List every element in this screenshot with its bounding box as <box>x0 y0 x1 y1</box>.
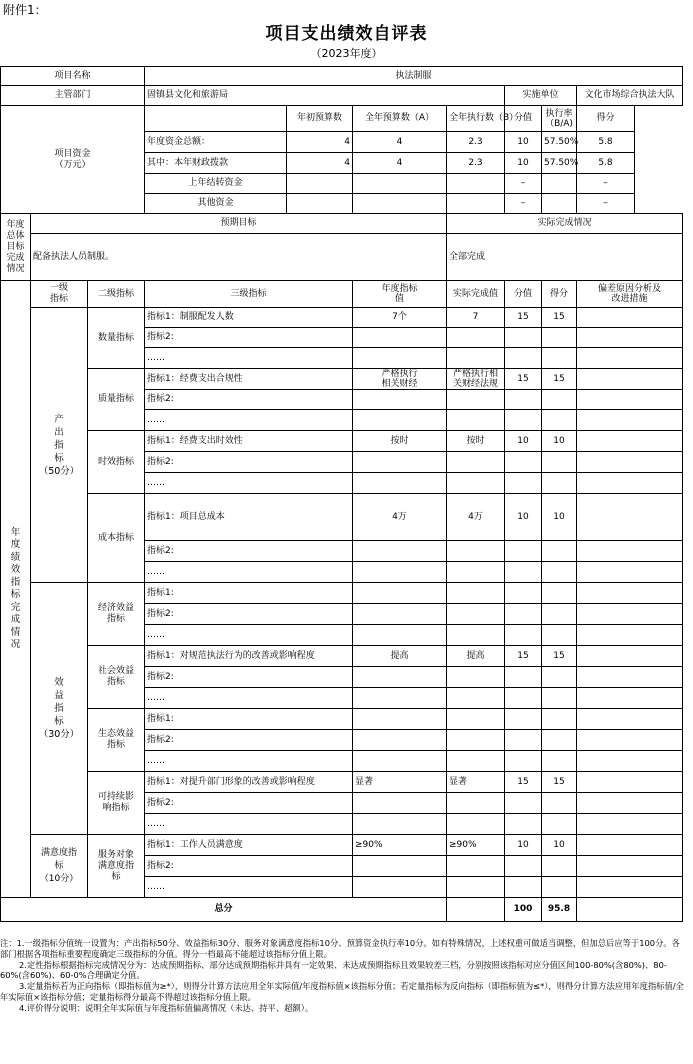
project-name-label: 项目名称 <box>1 67 145 86</box>
indicator-score: 15 <box>542 772 577 793</box>
indicator-score-value: 15 <box>505 308 542 328</box>
service-satisfaction-indicator: 服务对象 满意度指 标 <box>88 835 145 898</box>
table-row <box>1 646 683 667</box>
col-initial-budget: 年初预算数 <box>287 106 353 132</box>
satisfaction-indicator-label: 满意度指 标 （10分） <box>31 835 88 898</box>
indicator-target: 严格执行 相关财经 <box>353 369 447 390</box>
indicator-actual: 提高 <box>447 646 505 667</box>
indicator-score: 10 <box>542 494 577 541</box>
indicator-name: 指标1：经费支出合规性 <box>145 369 353 390</box>
total-score: 95.8 <box>542 898 577 922</box>
goals-label: 年度 总体 目标 完成 情况 <box>1 214 31 281</box>
indicator-score-value: 15 <box>505 646 542 667</box>
table-row <box>1 898 683 922</box>
indicator-name: 指标1: <box>145 583 353 604</box>
note-1: 注：1.一级指标分值统一设置为：产出指标50分、效益指标30分、服务对象满意度指标10分、预算资金执行率10分。如有特殊情况，上述权重可做适当调整，但加总后应等于100分。各部门根据各项指标重要程度确定三级指标的分值。得分一档最高不能超过该指标分值上限。 <box>0 938 680 959</box>
impl-value: 文化市场综合执法大队 <box>577 86 683 106</box>
funds-exec <box>447 174 505 194</box>
funds-initial: 4 <box>287 153 353 174</box>
indicator-score: 10 <box>542 431 577 452</box>
table-row <box>1 106 683 132</box>
indicator-name: 指标1：对规范执法行为的改善或影响程度 <box>145 646 353 667</box>
col-score: 得分 <box>577 106 635 132</box>
col-ind-score-value: 分值 <box>505 281 542 308</box>
quality-indicator: 质量指标 <box>88 369 145 431</box>
indicator-name: 指标2: <box>145 793 353 814</box>
funds-row-label: 其他资金 <box>145 194 287 214</box>
indicator-score: 10 <box>542 835 577 856</box>
funds-row-label: 其中：本年财政拨款 <box>145 153 287 174</box>
indicator-name: …… <box>145 688 353 709</box>
funds-score: – <box>577 174 635 194</box>
indicator-deviation <box>577 431 683 452</box>
indicator-actual: ≥90% <box>447 835 505 856</box>
effect-indicator-label: 效 益 指 标 （30分） <box>31 583 88 835</box>
funds-row-label: 年度资金总额： <box>145 132 287 153</box>
table-row <box>1 67 683 86</box>
year-label: （2023年度） <box>310 47 383 60</box>
indicator-name: …… <box>145 348 353 369</box>
indicator-actual: 7 <box>447 308 505 328</box>
indicator-deviation <box>577 494 683 541</box>
col-annual-exec: 全年执行数（B） <box>447 106 505 132</box>
page-title: 项目支出绩效自评表 <box>265 24 428 44</box>
notes <box>0 938 685 1014</box>
table-row <box>1 308 683 328</box>
project-name: 执法制服 <box>145 67 683 86</box>
col-level3: 三级指标 <box>145 281 353 308</box>
indicator-score-value: 15 <box>505 369 542 390</box>
indicator-target: 按时 <box>353 431 447 452</box>
funds-annual <box>353 174 447 194</box>
indicator-name: …… <box>145 562 353 583</box>
col-exec-rate: 执行率 （B/A) <box>542 106 577 132</box>
indicator-name: …… <box>145 814 353 835</box>
indicator-score: 15 <box>542 308 577 328</box>
indicator-name: …… <box>145 410 353 431</box>
indicator-target: ≥90% <box>353 835 447 856</box>
funds-score-value: – <box>505 194 542 214</box>
funds-initial <box>287 174 353 194</box>
dept-label: 主管部门 <box>1 86 145 106</box>
indicator-score-value: 10 <box>505 494 542 541</box>
indicator-score: 15 <box>542 369 577 390</box>
indicator-name: …… <box>145 877 353 898</box>
indicator-score-value: 10 <box>505 835 542 856</box>
expected-goal-header: 预期目标 <box>31 214 447 234</box>
indicator-name: 指标1：工作人员满意度 <box>145 835 353 856</box>
note-4: 4.评价得分说明：说明全年实际值与年度指标值偏离情况（未达、持平、超额）。 <box>19 1002 314 1013</box>
funds-score: 5.8 <box>577 153 635 174</box>
funds-score-value: 10 <box>505 132 542 153</box>
indicator-score: 15 <box>542 646 577 667</box>
indicator-name: …… <box>145 473 353 494</box>
col-deviation: 偏差原因分析及 改进措施 <box>577 281 683 308</box>
col-ind-score: 得分 <box>542 281 577 308</box>
col-score-value: 分值 <box>505 106 542 132</box>
indicator-deviation <box>577 646 683 667</box>
evaluation-table <box>0 66 683 922</box>
indicator-target: 7个 <box>353 308 447 328</box>
funds-rate: 57.50% <box>542 132 577 153</box>
indicator-actual: 严格执行相 关财经法规 <box>447 369 505 390</box>
indicator-target: 显著 <box>353 772 447 793</box>
funds-score: – <box>577 194 635 214</box>
funds-annual <box>353 194 447 214</box>
indicator-actual: 4万 <box>447 494 505 541</box>
timeliness-indicator: 时效指标 <box>88 431 145 494</box>
indicator-score-value: 15 <box>505 772 542 793</box>
funds-row-label: 上年结转资金 <box>145 174 287 194</box>
indicator-deviation <box>577 772 683 793</box>
funds-score-value: 10 <box>505 153 542 174</box>
economic-indicator: 经济效益 指标 <box>88 583 145 646</box>
indicator-name: 指标2: <box>145 730 353 751</box>
table-row <box>1 583 683 604</box>
col-level1: 一级 指标 <box>31 281 88 308</box>
funds-rate <box>542 194 577 214</box>
social-indicator: 社会效益 指标 <box>88 646 145 709</box>
table-row <box>1 214 683 234</box>
sustainable-indicator: 可持续影 响指标 <box>88 772 145 835</box>
quantity-indicator: 数量指标 <box>88 308 145 369</box>
funds-rate <box>542 174 577 194</box>
table-row <box>1 772 683 793</box>
funds-exec: 2.3 <box>447 132 505 153</box>
indicator-name: …… <box>145 625 353 646</box>
funds-score: 5.8 <box>577 132 635 153</box>
total-label: 总分 <box>1 898 447 922</box>
indicator-section-label: 年 度 绩 效 指 标 完 成 情 况 <box>1 281 31 898</box>
cost-indicator: 成本指标 <box>88 494 145 583</box>
indicator-actual: 显著 <box>447 772 505 793</box>
indicator-name: 指标2: <box>145 604 353 625</box>
funds-annual: 4 <box>353 132 447 153</box>
funds-exec: 2.3 <box>447 153 505 174</box>
indicator-deviation <box>577 835 683 856</box>
indicator-name: 指标2: <box>145 667 353 688</box>
table-body <box>1 67 683 922</box>
indicator-name: …… <box>145 751 353 772</box>
indicator-deviation <box>577 308 683 328</box>
indicator-name: 指标1：项目总成本 <box>145 494 353 541</box>
indicator-score-value: 10 <box>505 431 542 452</box>
funds-score-value: – <box>505 174 542 194</box>
funds-annual: 4 <box>353 153 447 174</box>
table-row <box>1 494 683 541</box>
indicator-name: 指标2: <box>145 541 353 562</box>
ecological-indicator: 生态效益 指标 <box>88 709 145 772</box>
table-row <box>1 281 683 308</box>
output-indicator-label: 产 出 指 标 （50分） <box>31 308 88 583</box>
table-row <box>1 835 683 856</box>
total-score-value: 100 <box>505 898 542 922</box>
indicator-target: 4万 <box>353 494 447 541</box>
indicator-name: 指标1：制服配发人数 <box>145 308 353 328</box>
table-row <box>1 709 683 730</box>
funds-initial <box>287 194 353 214</box>
col-level2: 二级指标 <box>88 281 145 308</box>
funds-rate: 57.50% <box>542 153 577 174</box>
attachment-label: 附件1： <box>3 3 47 17</box>
impl-label: 实施单位 <box>505 86 577 106</box>
table-row <box>1 431 683 452</box>
expected-goal-text: 配备执法人员制服。 <box>31 234 447 281</box>
funds-header-blank <box>145 106 287 132</box>
table-row <box>1 86 683 106</box>
funds-exec <box>447 194 505 214</box>
table-row <box>1 369 683 390</box>
indicator-name: 指标2: <box>145 390 353 410</box>
table-row <box>1 234 683 281</box>
note-3: 3.定量指标若为正向指标（即指标值为≥*），则得分计算方法应用全年实际值/年度指标值×该指标分值；若定量指标为反向指标（即指标值为≤*），则得分计算方法应用年度指标值/全年实际值×该指标分值；定量指标得分最高不得超过该指标分值上限。 <box>0 981 684 1002</box>
indicator-actual: 按时 <box>447 431 505 452</box>
indicator-name: 指标1: <box>145 709 353 730</box>
dept-value: 固镇县文化和旅游局 <box>145 86 505 106</box>
indicator-name: 指标2: <box>145 452 353 473</box>
funds-label: 项目资金 （万元） <box>1 106 145 214</box>
indicator-target: 提高 <box>353 646 447 667</box>
actual-goal-header: 实际完成情况 <box>447 214 683 234</box>
col-target: 年度指标 值 <box>353 281 447 308</box>
indicator-deviation <box>577 369 683 390</box>
indicator-name: 指标1：经费支出时效性 <box>145 431 353 452</box>
indicator-name: 指标2: <box>145 856 353 877</box>
note-2: 2.定性指标根据指标完成情况分为：达成预期指标、部分达成预期指标并具有一定效果、未达成预期指标且效果较差三档，分别按照该指标对应分值区间100-80%(含80%)、80-60%(含60%)、60-0%合理确定分值。 <box>0 959 667 981</box>
actual-goal-text: 全部完成 <box>447 234 683 281</box>
col-actual: 实际完成值 <box>447 281 505 308</box>
indicator-name: 指标1：对提升部门形象的改善或影响程度 <box>145 772 353 793</box>
indicator-name: 指标2: <box>145 328 353 348</box>
col-annual-budget: 全年预算数（A） <box>353 106 447 132</box>
funds-initial: 4 <box>287 132 353 153</box>
